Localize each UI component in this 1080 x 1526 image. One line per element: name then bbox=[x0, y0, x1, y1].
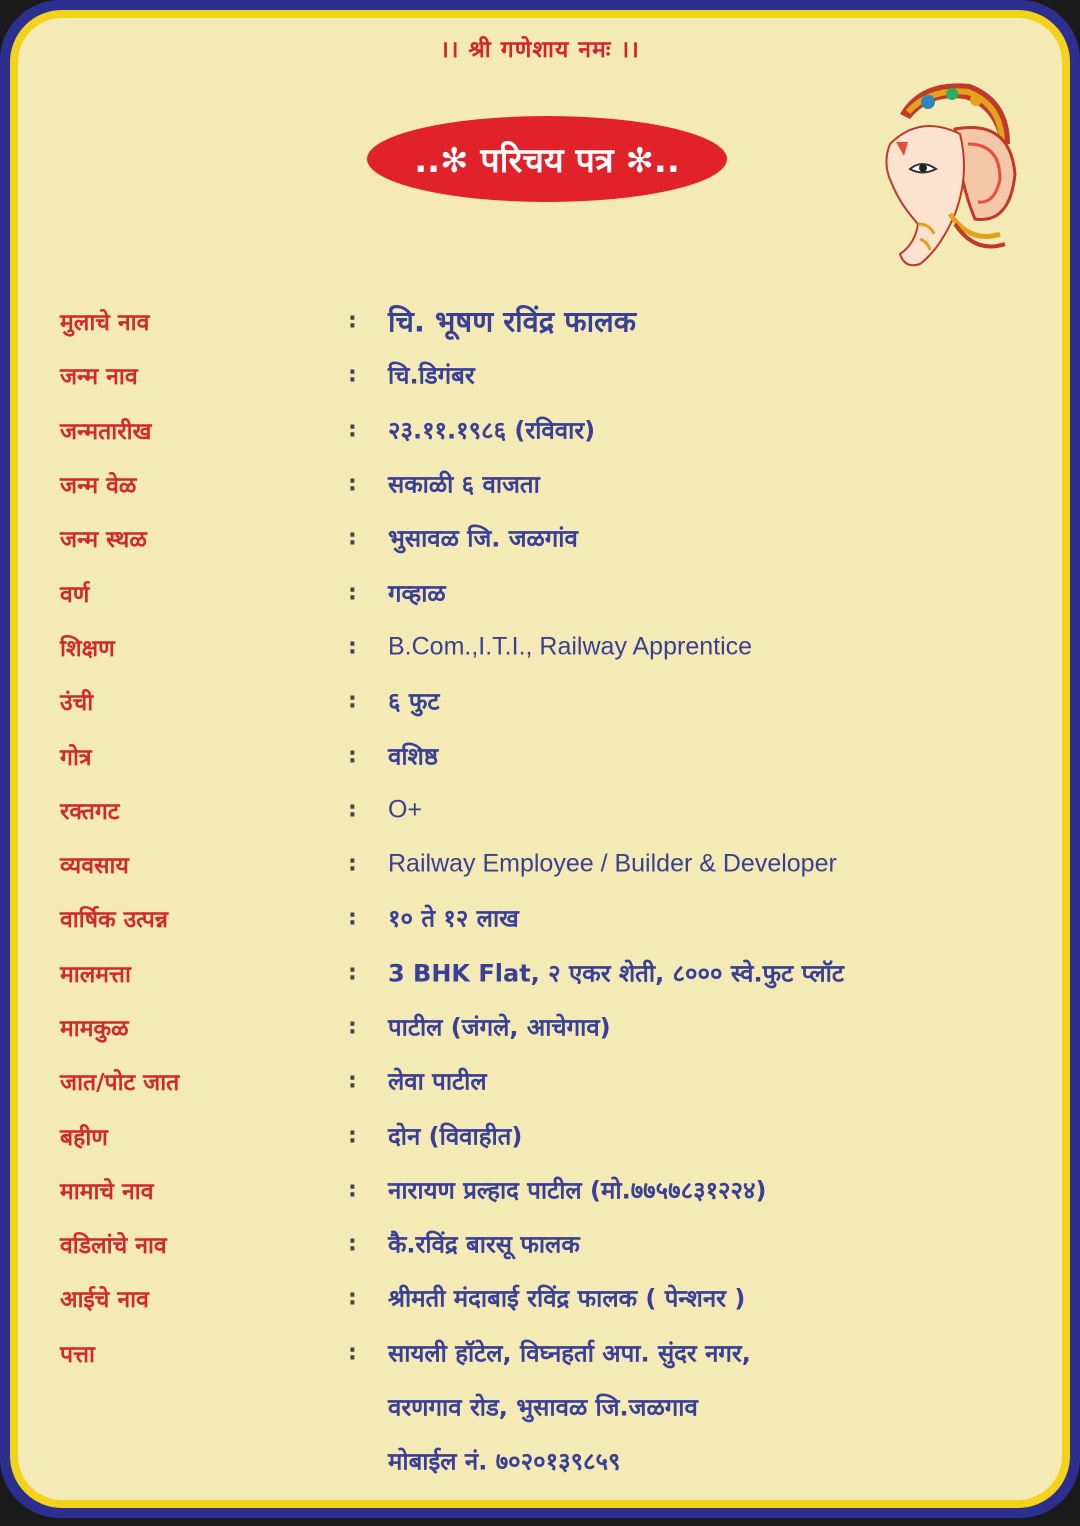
detail-row bbox=[60, 891, 1032, 945]
detail-label: उंची bbox=[60, 690, 94, 717]
separator: : bbox=[348, 1068, 357, 1094]
separator: : bbox=[348, 797, 357, 823]
groom-name: चि. भूषण रविंद्र फालक bbox=[388, 304, 637, 339]
detail-value: वशिष्ठ bbox=[388, 742, 439, 771]
detail-row bbox=[60, 1326, 1032, 1380]
mobile-number: मोबाईल नं. ७०२०१३९८५९ bbox=[388, 1447, 621, 1476]
address-continued-row bbox=[60, 1380, 1032, 1434]
title-banner bbox=[367, 116, 727, 202]
detail-label: पत्ता bbox=[60, 1341, 95, 1368]
detail-value: श्रीमती मंदाबाई रविंद्र फालक ( पेन्शनर ) bbox=[388, 1284, 746, 1313]
detail-row bbox=[60, 511, 1032, 565]
detail-label: वर्ण bbox=[60, 581, 90, 608]
separator: : bbox=[348, 743, 357, 769]
detail-value: २३.११.१९८६ (रविवार) bbox=[388, 416, 596, 445]
detail-row bbox=[60, 1108, 1032, 1162]
details-list bbox=[60, 294, 1032, 1489]
separator: : bbox=[348, 1014, 357, 1040]
detail-value: पाटील (जंगले, आचेगाव) bbox=[388, 1013, 611, 1042]
separator: : bbox=[348, 851, 357, 877]
detail-label: आईचे नाव bbox=[60, 1287, 149, 1314]
detail-value: गव्हाळ bbox=[388, 579, 446, 608]
ganesha-icon bbox=[860, 74, 1020, 274]
separator: : bbox=[348, 308, 357, 334]
separator: : bbox=[348, 471, 357, 497]
detail-label: वडिलांचे नाव bbox=[60, 1233, 167, 1260]
detail-row bbox=[60, 1054, 1032, 1108]
detail-value: दोन (विवाहीत) bbox=[388, 1122, 523, 1151]
separator: : bbox=[348, 580, 357, 606]
detail-row bbox=[60, 837, 1032, 891]
separator: : bbox=[348, 362, 357, 388]
detail-value: १० ते १२ लाख bbox=[388, 904, 519, 933]
address-continued-row bbox=[60, 1434, 1032, 1488]
separator: : bbox=[348, 1340, 357, 1366]
detail-row bbox=[60, 728, 1032, 782]
detail-value: O+ bbox=[388, 795, 423, 824]
detail-value: कै.रविंद्र बारसू फालक bbox=[388, 1230, 580, 1259]
detail-row bbox=[60, 674, 1032, 728]
detail-value: Railway Employee / Builder & Developer bbox=[388, 849, 837, 878]
biodata-card bbox=[10, 10, 1070, 1508]
detail-row bbox=[60, 565, 1032, 619]
detail-label: जात/पोट जात bbox=[60, 1070, 180, 1097]
detail-label: मामाचे नाव bbox=[60, 1178, 154, 1205]
detail-row bbox=[60, 457, 1032, 511]
detail-value: ६ फुट bbox=[388, 687, 440, 716]
separator: : bbox=[348, 1123, 357, 1149]
detail-label: रक्तगट bbox=[60, 798, 120, 825]
detail-label: मुलाचे नाव bbox=[60, 310, 150, 337]
page-title: ..✻ परिचय पत्र ✻.. bbox=[414, 141, 680, 181]
detail-row bbox=[60, 1217, 1032, 1271]
invocation-text: ।। श्री गणेशाय नमः ।। bbox=[440, 37, 640, 63]
detail-row bbox=[60, 294, 1032, 348]
detail-row bbox=[60, 348, 1032, 402]
detail-value: B.Com.,I.T.I., Railway Apprentice bbox=[388, 632, 753, 661]
detail-label: शिक्षण bbox=[60, 635, 115, 662]
separator: : bbox=[348, 688, 357, 714]
separator: : bbox=[348, 525, 357, 551]
detail-value: भुसावळ जि. जळगांव bbox=[388, 524, 578, 553]
detail-value: चि.डिगंबर bbox=[388, 361, 475, 390]
detail-label: मामकुळ bbox=[60, 1016, 129, 1042]
separator: : bbox=[348, 1231, 357, 1257]
detail-row bbox=[60, 1271, 1032, 1325]
detail-row bbox=[60, 1000, 1032, 1054]
detail-row bbox=[60, 1163, 1032, 1217]
address-line: सायली हॉटेल, विघ्नहर्ता अपा. सुंदर नगर, bbox=[388, 1339, 751, 1368]
detail-row bbox=[60, 620, 1032, 674]
detail-label: गोत्र bbox=[60, 744, 92, 771]
detail-label: जन्म वेळ bbox=[60, 473, 137, 500]
detail-label: जन्म नाव bbox=[60, 364, 138, 391]
detail-label: जन्मतारीख bbox=[60, 418, 152, 445]
separator: : bbox=[348, 905, 357, 931]
detail-row bbox=[60, 403, 1032, 457]
detail-label: मालमत्ता bbox=[60, 961, 131, 988]
detail-value: 3 BHK Flat, २ एकर शेती, ८००० स्वे.फुट प्लॉट bbox=[388, 959, 844, 988]
detail-row bbox=[60, 783, 1032, 837]
separator: : bbox=[348, 417, 357, 443]
detail-label: व्यवसाय bbox=[60, 853, 129, 880]
address-line: वरणगाव रोड, भुसावळ जि.जळगाव bbox=[388, 1393, 698, 1422]
detail-label: जन्म स्थळ bbox=[60, 527, 147, 554]
separator: : bbox=[348, 1177, 357, 1203]
detail-row bbox=[60, 946, 1032, 1000]
detail-label: बहीण bbox=[60, 1124, 108, 1151]
detail-value: लेवा पाटील bbox=[388, 1067, 487, 1096]
separator: : bbox=[348, 1285, 357, 1311]
detail-label: वार्षिक उत्पन्न bbox=[60, 907, 168, 934]
detail-value: नारायण प्रल्हाद पाटील (मो.७७५७८३१२२४) bbox=[388, 1176, 767, 1205]
detail-value: सकाळी ६ वाजता bbox=[388, 470, 540, 499]
separator: : bbox=[348, 634, 357, 660]
separator: : bbox=[348, 960, 357, 986]
